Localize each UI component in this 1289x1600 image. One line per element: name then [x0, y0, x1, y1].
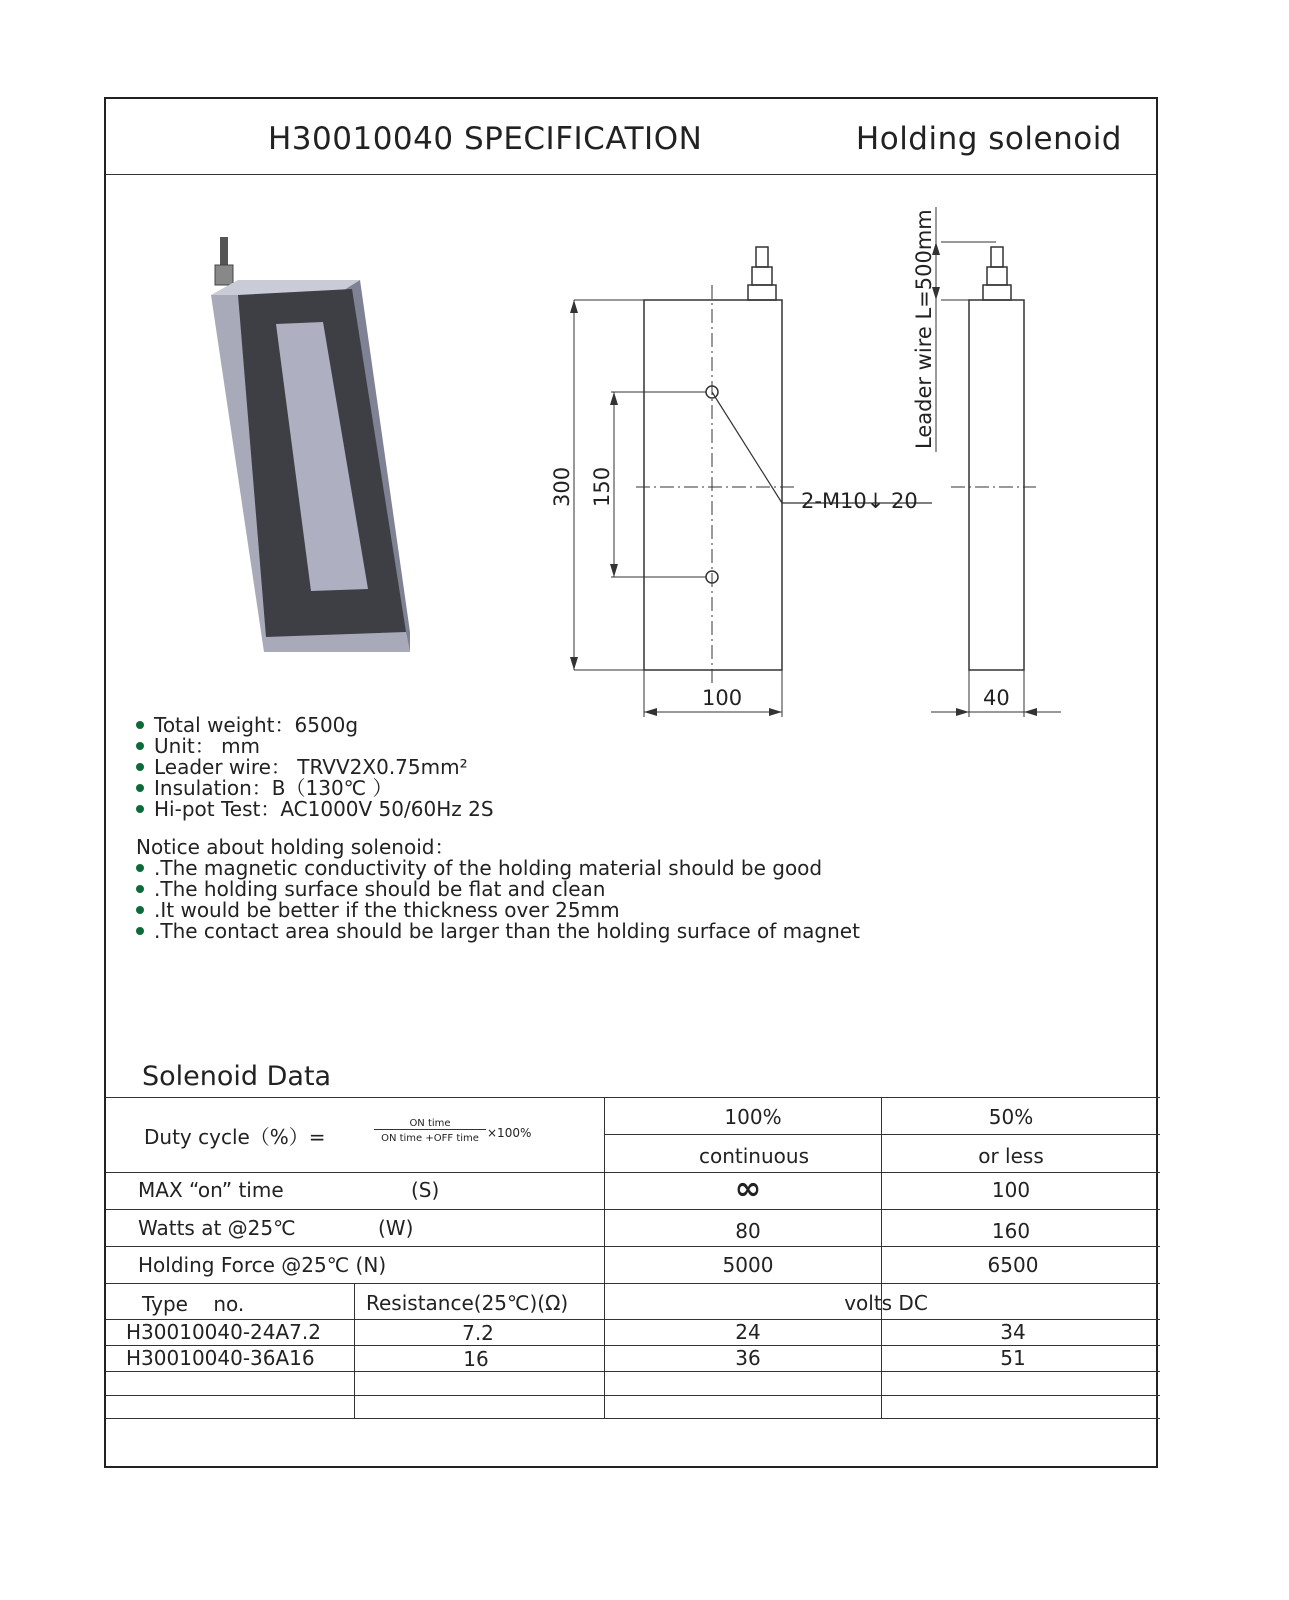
- spec-sheet: [104, 97, 1158, 1468]
- watts-100: 80: [735, 1219, 761, 1243]
- duty-fraction-numerator: ON time: [374, 1118, 486, 1130]
- resistance-value: 16: [463, 1347, 489, 1371]
- front-view: [574, 247, 932, 717]
- type-no: H30010040-24A7.2: [126, 1320, 321, 1344]
- product-drawing: [106, 177, 1156, 737]
- max-on-100: ∞: [734, 1169, 762, 1207]
- bullet-icon: [136, 864, 144, 872]
- spec-item: Insulation：B（130℃ ）: [136, 778, 494, 799]
- solenoid-data-title: Solenoid Data: [142, 1061, 332, 1092]
- duty-50: 50%: [988, 1105, 1034, 1129]
- bullet-icon: [136, 927, 144, 935]
- bullet-icon: [136, 805, 144, 813]
- spec-list: [136, 715, 494, 820]
- notice-block: [136, 837, 860, 942]
- spec-item: Leader wire： TRVV2X0.75mm²: [136, 757, 494, 778]
- force-100: 5000: [722, 1253, 774, 1277]
- spec-item: Unit： mm: [136, 736, 494, 757]
- duty-100: 100%: [724, 1105, 782, 1129]
- duty-or-less: or less: [978, 1144, 1044, 1168]
- notice-item: .The holding surface should be flat and clean: [136, 879, 860, 900]
- volts-header: volts DC: [844, 1291, 928, 1315]
- notice-heading: Notice about holding solenoid：: [136, 835, 455, 859]
- watts-unit: (W): [378, 1216, 414, 1240]
- type-no: H30010040-36A16: [126, 1346, 315, 1370]
- bullet-icon: [136, 784, 144, 792]
- header-divider: [106, 174, 1156, 175]
- duty-cycle-label: Duty cycle（%）=: [144, 1125, 326, 1149]
- volts-100: 36: [735, 1346, 761, 1370]
- duty-fraction-multiplier: ×100%: [487, 1126, 532, 1140]
- volts-50: 51: [1000, 1346, 1026, 1370]
- side-view: [931, 207, 1061, 717]
- leader-wire-label: Leader wire L=500mm: [912, 209, 936, 449]
- force-label: Holding Force @25℃ (N): [138, 1253, 387, 1277]
- bullet-icon: [136, 763, 144, 771]
- volts-100: 24: [735, 1320, 761, 1344]
- side-dimension-arrows: [932, 242, 1037, 716]
- bullet-icon: [136, 885, 144, 893]
- duty-fraction-denominator: ON time +OFF time: [381, 1133, 479, 1144]
- bullet-icon: [136, 906, 144, 914]
- spec-item: Total weight：6500g: [136, 715, 494, 736]
- resistance-header: Resistance(25℃)(Ω): [366, 1291, 569, 1315]
- page-title: H30010040 SPECIFICATION: [268, 121, 703, 157]
- resistance-value: 7.2: [462, 1321, 494, 1345]
- watts-50: 160: [991, 1219, 1031, 1243]
- notice-item: .The contact area should be larger than the holding surface of magnet: [136, 921, 860, 942]
- product-photo: [211, 237, 410, 652]
- notice-item: .It would be better if the thickness over 25mm: [136, 900, 860, 921]
- dim-width: 100: [702, 686, 743, 710]
- dimension-arrows: [570, 300, 782, 716]
- dim-hole-spacing: 150: [590, 466, 614, 507]
- type-header: Type no.: [142, 1292, 245, 1316]
- duty-continuous: continuous: [699, 1144, 809, 1168]
- thread-callout: 2-M10↓ 20: [801, 489, 918, 513]
- dim-thickness: 40: [983, 686, 1010, 710]
- watts-label: Watts at @25℃: [138, 1216, 296, 1240]
- max-on-unit: (S): [411, 1178, 440, 1202]
- max-on-50: 100: [991, 1178, 1031, 1202]
- force-50: 6500: [987, 1253, 1039, 1277]
- notice-item: .The magnetic conductivity of the holding material should be good: [136, 858, 860, 879]
- spec-item: Hi-pot Test：AC1000V 50/60Hz 2S: [136, 799, 494, 820]
- volts-50: 34: [1000, 1320, 1026, 1344]
- max-on-label: MAX “on” time: [138, 1178, 284, 1202]
- product-type: Holding solenoid: [855, 121, 1122, 157]
- bullet-icon: [136, 721, 144, 729]
- bullet-icon: [136, 742, 144, 750]
- dim-height-total: 300: [550, 466, 574, 507]
